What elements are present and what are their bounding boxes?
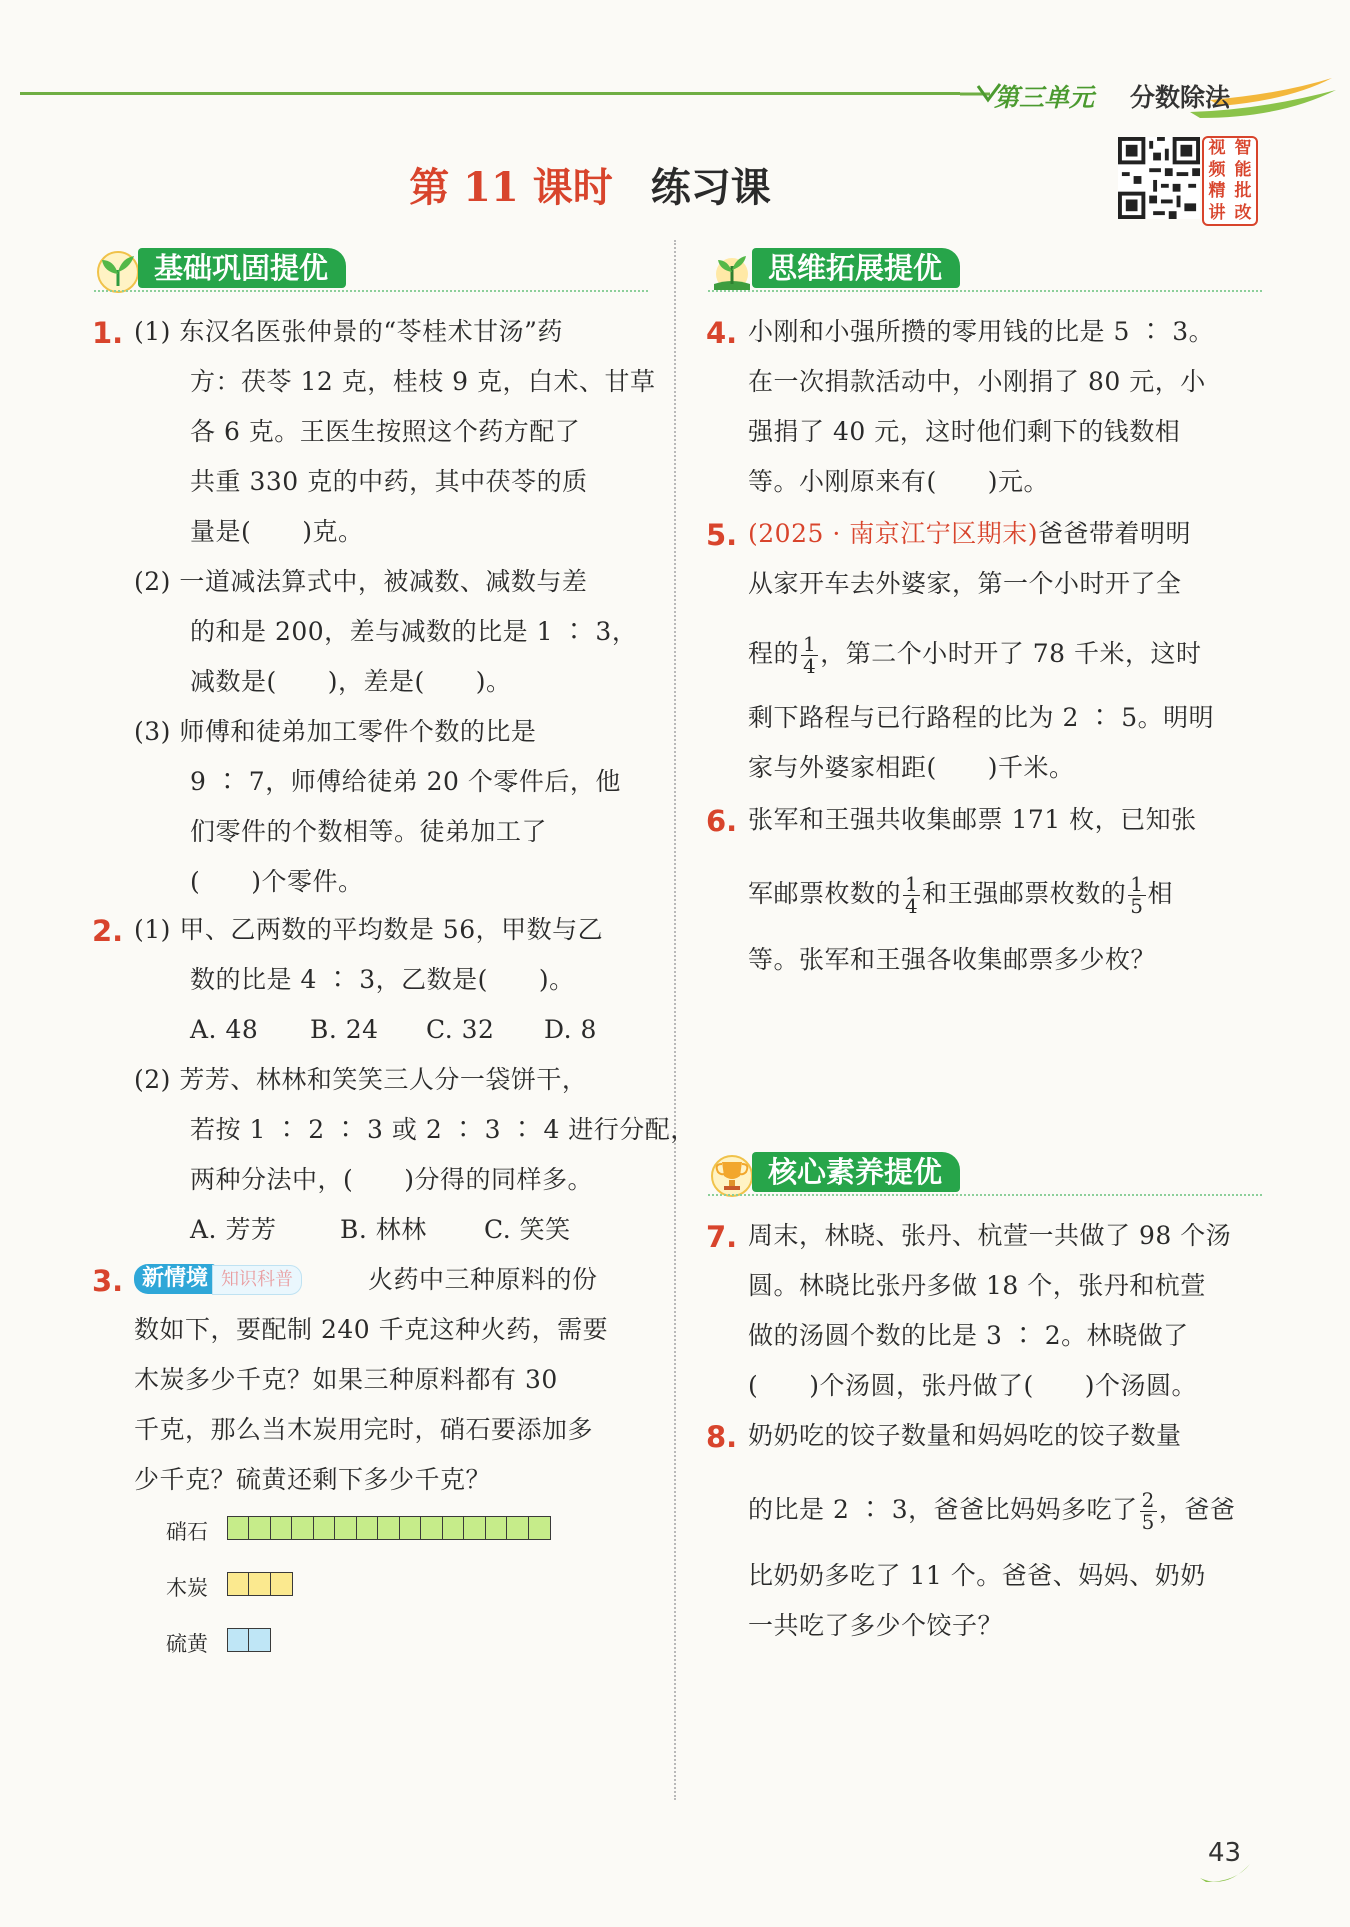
q5-line [748, 634, 1201, 677]
section-title: 核心素养提优 [752, 1152, 960, 1192]
qr-feature-labels [1202, 136, 1258, 226]
section-header-thinking [708, 246, 1268, 290]
bar-unit-cell [485, 1516, 508, 1540]
question-number: 7. [706, 1220, 738, 1254]
q5-text: 程的 [748, 639, 800, 668]
q5-text: ，第二个小时开了 78 千米，这时 [820, 639, 1202, 668]
denominator: 5 [1141, 1510, 1155, 1534]
section-underline [708, 290, 1262, 292]
qr-label: 精 [1208, 181, 1226, 201]
bar-unit-cell [377, 1516, 400, 1540]
q6-text: 相 [1147, 879, 1174, 908]
q5-line: 从家开车去外婆家，第一个小时开了全 [748, 569, 1182, 598]
question-number: 3. [92, 1264, 124, 1298]
qr-label: 能 [1234, 159, 1252, 180]
bar-unit-cell [248, 1516, 271, 1540]
lesson-name: 练习课 [650, 164, 771, 211]
q4-line: 在一次捐款活动中，小刚捐了 80 元，小 [748, 367, 1206, 396]
fraction [801, 634, 818, 677]
bar-unit-cell [248, 1572, 271, 1596]
q3-line: 火药中三种原料的份 [368, 1265, 598, 1294]
lesson-number: 第 11 课时 [409, 164, 613, 211]
bar-unit-cell [227, 1516, 250, 1540]
numerator: 1 [905, 872, 919, 896]
qr-label: 讲 [1208, 202, 1226, 223]
q2-option: B. 24 [310, 1015, 379, 1044]
bar-unit-cell [334, 1516, 357, 1540]
bar-unit-cell [442, 1516, 465, 1540]
numerator: 1 [803, 632, 817, 656]
q2-line: 若按 1 ∶ 2 ∶ 3 或 2 ∶ 3 ∶ 4 进行分配， [190, 1115, 696, 1144]
q3-line: 木炭多少千克？如果三种原料都有 30 [134, 1365, 558, 1394]
section-header-core [708, 1150, 1268, 1194]
question-number: 5. [706, 518, 738, 552]
bar-unit-cell [420, 1516, 443, 1540]
qr-code-icon[interactable] [1118, 137, 1200, 219]
q6-line [748, 874, 1173, 917]
q4-line: 等。小刚原来有( )元。 [748, 467, 1050, 496]
q8-text: 的比是 2 ∶ 3，爸爸比妈妈多吃了 [748, 1495, 1138, 1524]
q8-line: 奶奶吃的饺子数量和妈妈吃的饺子数量 [748, 1421, 1182, 1450]
q7-line: 圆。林晓比张丹多做 18 个，张丹和杭萱 [748, 1271, 1206, 1300]
q3-tags [134, 1264, 302, 1295]
bar-unit-cell [291, 1516, 314, 1540]
q1-line: 们零件的个数相等。徒弟加工了 [190, 817, 548, 846]
q3-line: 千克，那么当木炭用完时，硝石要添加多 [134, 1415, 594, 1444]
q1-line: 量是( )克。 [190, 517, 364, 546]
q2-option: A. 48 [190, 1015, 259, 1044]
q1-line: (1) 东汉名医张仲景的“苓桂术甘汤”药 [134, 317, 563, 346]
saltpeter-bar [228, 1516, 551, 1540]
page-number: 43 [1208, 1838, 1242, 1868]
q7-line: 周末，林晓、张丹、杭萱一共做了 98 个汤 [748, 1221, 1232, 1250]
q5-line: 剩下路程与已行路程的比为 2 ∶ 5。明明 [748, 703, 1215, 732]
qr-label: 视 [1208, 138, 1226, 158]
q6-text: 和王强邮票枚数的 [922, 879, 1127, 908]
q6-line: 等。张军和王强各收集邮票多少枚？ [748, 945, 1157, 974]
bar-unit-cell [313, 1516, 336, 1540]
numerator: 1 [1130, 872, 1144, 896]
bar-unit-cell [399, 1516, 422, 1540]
charcoal-bar [228, 1572, 293, 1596]
qr-label: 批 [1234, 181, 1252, 201]
q8-line [748, 1490, 1235, 1533]
section-underline [708, 1194, 1262, 1196]
q1-line: 共重 330 克的中药，其中茯苓的质 [190, 467, 588, 496]
q3-line: 少千克？硫黄还剩下多少千克？ [134, 1465, 492, 1494]
sun-sprout-icon [708, 246, 756, 294]
fraction [1128, 874, 1145, 917]
bar-unit-cell [356, 1516, 379, 1540]
section-title: 基础巩固提优 [138, 248, 346, 288]
q6-line: 张军和王强共收集邮票 171 枚，已知张 [748, 805, 1197, 834]
column-divider [674, 240, 676, 1800]
denominator: 5 [1130, 894, 1144, 918]
bar-unit-cell [227, 1628, 250, 1652]
numerator: 2 [1141, 1488, 1155, 1512]
q5-text: 爸爸带着明明 [1037, 519, 1191, 548]
fraction [903, 874, 920, 917]
qr-label: 频 [1208, 159, 1226, 180]
q3-line: 数如下，要配制 240 千克这种火药，需要 [134, 1315, 609, 1344]
q2-option: C. 32 [426, 1015, 495, 1044]
q1-line: ( )个零件。 [190, 867, 364, 896]
science-tag: 知识科普 [212, 1265, 302, 1295]
q1-line: 各 6 克。王医生按照这个药方配了 [190, 417, 581, 446]
q2-line: (2) 芳芳、林林和笑笑三人分一袋饼干， [134, 1065, 588, 1094]
question-number: 6. [706, 804, 738, 838]
bar-label: 木炭 [166, 1576, 208, 1600]
qr-label: 改 [1234, 202, 1252, 223]
exam-source: (2025 · 南京江宁区期末) [748, 519, 1038, 548]
q1-line: 方：茯苓 12 克，桂枝 9 克，白术、甘草 [190, 367, 656, 396]
question-number: 2. [92, 914, 124, 948]
sprout-gear-icon [94, 246, 142, 294]
bar-unit-cell [270, 1516, 293, 1540]
q4-line: 强捐了 40 元，这时他们剩下的钱数相 [748, 417, 1181, 446]
bar-unit-cell [270, 1572, 293, 1596]
q6-text: 军邮票枚数的 [748, 879, 902, 908]
header-rule [20, 92, 960, 95]
bar-unit-cell [227, 1572, 250, 1596]
new-scenario-tag: 新情境 [134, 1264, 216, 1294]
q7-line: 做的汤圆个数的比是 3 ∶ 2。林晓做了 [748, 1321, 1189, 1350]
q2-line: 两种分法中，( )分得的同样多。 [190, 1165, 594, 1194]
q1-line: (3) 师傅和徒弟加工零件个数的比是 [134, 717, 537, 746]
bar-label: 硫黄 [166, 1632, 208, 1656]
question-number: 8. [706, 1420, 738, 1454]
unit-label: 第三单元 [994, 83, 1095, 112]
sulfur-bar [228, 1628, 271, 1652]
q1-line: 减数是( )，差是( )。 [190, 667, 512, 696]
denominator: 4 [905, 894, 919, 918]
page-title [0, 156, 1180, 213]
q2-option: D. 8 [544, 1015, 597, 1044]
q8-text: ，爸爸 [1158, 1495, 1236, 1524]
bar-unit-cell [248, 1628, 271, 1652]
q2-option: A. 芳芳 [190, 1215, 277, 1244]
section-header-basic [94, 246, 654, 290]
qr-label: 智 [1234, 138, 1252, 158]
bar-unit-cell [528, 1516, 551, 1540]
trophy-icon [708, 1150, 756, 1198]
q8-line: 一共吃了多少个饺子？ [748, 1611, 1004, 1640]
unit-name: 分数除法 [1130, 83, 1231, 112]
bar-label: 硝石 [166, 1520, 208, 1544]
denominator: 4 [803, 654, 817, 678]
section-title: 思维拓展提优 [752, 248, 960, 288]
q2-line: 数的比是 4 ∶ 3，乙数是( )。 [190, 965, 575, 994]
question-number: 4. [706, 316, 738, 350]
q5-line: 家与外婆家相距( )千米。 [748, 753, 1075, 782]
question-number: 1. [92, 316, 124, 350]
q1-line: 9 ∶ 7，师傅给徒弟 20 个零件后，他 [190, 767, 621, 796]
q7-line: ( )个汤圆，张丹做了( )个汤圆。 [748, 1371, 1198, 1400]
q1-line: 的和是 200，差与减数的比是 1 ∶ 3， [190, 617, 638, 646]
q4-line: 小刚和小强所攒的零用钱的比是 5 ∶ 3。 [748, 317, 1215, 346]
q1-line: (2) 一道减法算式中，被减数、减数与差 [134, 567, 588, 596]
q2-option: B. 林林 [340, 1215, 427, 1244]
q2-option: C. 笑笑 [484, 1215, 571, 1244]
bar-unit-cell [463, 1516, 486, 1540]
q5-line [748, 518, 1191, 550]
q8-line: 比奶奶多吃了 11 个。爸爸、妈妈、奶奶 [748, 1561, 1206, 1590]
q2-line: (1) 甲、乙两数的平均数是 56，甲数与乙 [134, 915, 604, 944]
section-underline [94, 290, 648, 292]
bar-unit-cell [506, 1516, 529, 1540]
fraction [1140, 1490, 1157, 1533]
